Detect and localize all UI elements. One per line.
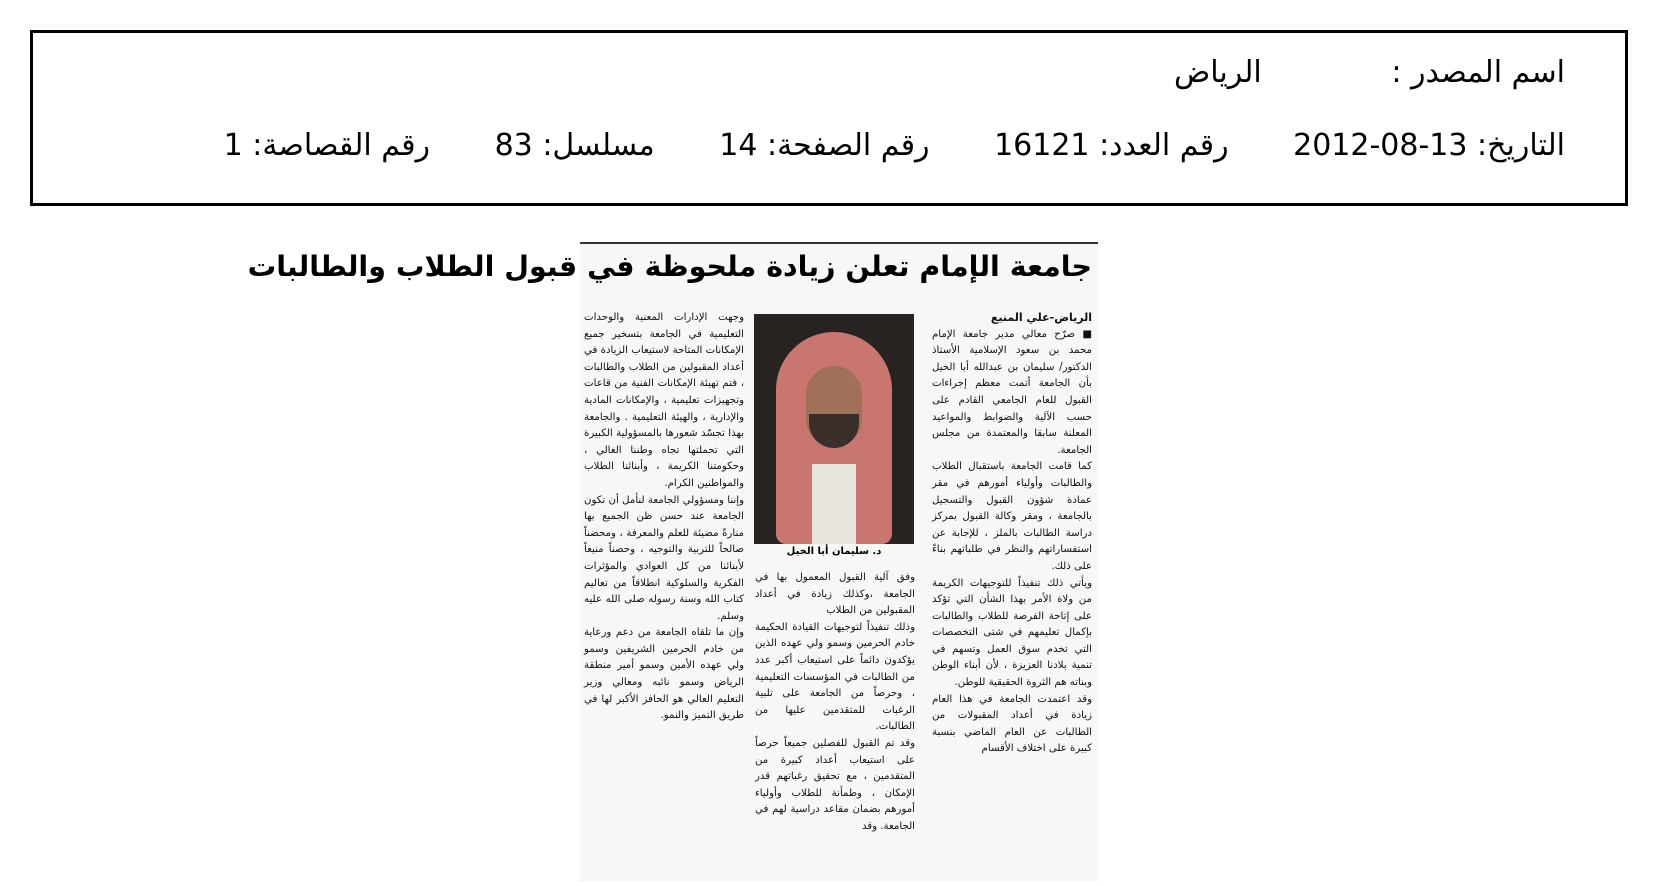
- page-value: 14: [719, 128, 758, 163]
- paragraph: وذلك تنفيذاً لتوجيهات القيادة الحكيمة خادم الحرمين وسمو ولي عهده الذين يؤكدون دائماً على استيعاب أكبر عدد من الطالبات في المؤسسات التعليمية ، وحرصاً من الجامعة على تلبية الرغبات للمتقدمين عليها من الطالبات.: [755, 621, 915, 733]
- article-column-right: [932, 310, 1092, 758]
- paragraph: وإن ما تلقاه الجامعة من دعم ورعاية من خادم الحرمين الشريفين وسمو ولي عهده الأمين وسمو أمير منطقة الرياض وسمو نائبه ومعالي وزير التعليم العالي هو الحافز الأكبر لها في طريق التميز والنمو.: [584, 627, 744, 722]
- paragraph: وقد اعتمدت الجامعة في هذا العام زيادة في أعداد المقبولات من الطالبات عن العام الماضي بنسبة كبيرة على اختلاف الأقسام: [932, 693, 1092, 755]
- newspaper-clipping: [247, 242, 1098, 882]
- photo-thobe: [812, 464, 856, 544]
- paragraph: وإننا ومسؤولي الجامعة لنأمل أن تكون الجامعة عند حسن ظن الجميع بها منارةً مضيئة للعلم والمعرفة ، ومحضناً صالحاً للتربية والتوجيه ، وحصناً منيعاً لأبنائنا من كل العوادي والمؤثرات الفكرية والسلوكية انطلاقاً من تعاليم كتاب الله وسنة رسوله صلى الله عليه وسلم.: [584, 494, 744, 622]
- photo-caption: د. سليمان أبا الخيل: [786, 546, 882, 557]
- serial-label: مسلسل:: [542, 128, 655, 163]
- issue-value: 16121: [994, 128, 1090, 163]
- date-value: 2012-08-13: [1293, 128, 1468, 163]
- source-value: الرياض: [1173, 55, 1262, 90]
- date-label: التاريخ:: [1477, 128, 1565, 163]
- byline: الرياض-علي المنيع: [990, 311, 1092, 324]
- issue-label: رقم العدد:: [1099, 128, 1229, 163]
- source-line: [1174, 55, 1565, 90]
- paragraph: ■ صرّح معالي مدير جامعة الإمام محمد بن سعود الإسلامية الأستاذ الدكتور/ سليمان بن عبدالله أبا الخيل بأن الجامعة أتمت معظم إجراءات القبول للعام الجامعي القادم على حسب الآلية والضوابط والمواعيد المعلنة سابقا والمعتمدة من مجلس الجامعة.: [932, 328, 1092, 456]
- article-column-middle: [755, 570, 915, 836]
- paragraph: وقد تم القبول للفصلين جميعاً حرصاً على استيعاب أعداد كبيرة من المتقدمين ، مع تحقيق رغباتهم قدر الإمكان ، وطمأنة للطلاب وأولياء أمورهم بضمان مقاعد دراسية لهم في الجامعة. وقد: [755, 737, 915, 832]
- portrait-photo: [754, 314, 914, 544]
- top-rule: [580, 242, 1098, 244]
- serial-value: 83: [494, 128, 533, 163]
- source-info-box: [30, 30, 1628, 206]
- clip-label: رقم القصاصة:: [252, 128, 431, 163]
- page-label: رقم الصفحة:: [766, 128, 930, 163]
- paragraph: كما قامت الجامعة باستقبال الطلاب والطالبات وأولياء أمورهم في مقر عمادة شؤون القبول والتسجيل بالجامعة ، ومقر وكالة القبول بمركز دراسة الطالبات بالملز ، للإجابة عن استفساراتهم والنظر في طلباتهم بناءً على ذلك.: [932, 461, 1092, 572]
- meta-line: [224, 128, 1565, 163]
- source-label: اسم المصدر :: [1391, 55, 1565, 90]
- clip-value: 1: [223, 128, 243, 163]
- article-column-left: [584, 310, 744, 725]
- paragraph: ويأتي ذلك تنفيذاً للتوجيهات الكريمة من ولاة الأمر بهذا الشأن التي تؤكد على إتاحة الفرصة للطلاب والطالبات بإكمال تعليمهم في شتى التخصصات التي تخدم سوق العمل وتسهم في تنمية بلادنا العزيزة ، لأن أبناء الوطن وبناته هم الثروة الحقيقية للوطن.: [932, 577, 1092, 689]
- paragraph: وجهت الإدارات المعنية والوحدات التعليمية في الجامعة بتسخير جميع الإمكانات المتاحة لاستيعاب الزيادة في أعداد المقبولين من الطلاب والطالبات ، فتم تهيئة الإمكانات الفنية من قاعات وتجهيزات تعليمية ، والإمكانات المادية والإدارية ، والهيئة التعليمية . والجامعة بهذا تجسّد شعورها بالمسؤولية الكبيرة التي تحملتها تجاه وطننا الغالي ، وحكومتنا الكريمة ، وأبنائنا الطلاب والمواطنين الكرام.: [584, 312, 744, 489]
- article-headline: جامعة الإمام تعلن زيادة ملحوظة في قبول الطلاب والطالبات: [247, 250, 1092, 283]
- paragraph: وفق آلية القبول المعمول بها في الجامعة ،وكذلك زيادة في أعداد المقبولين من الطلاب: [755, 572, 915, 617]
